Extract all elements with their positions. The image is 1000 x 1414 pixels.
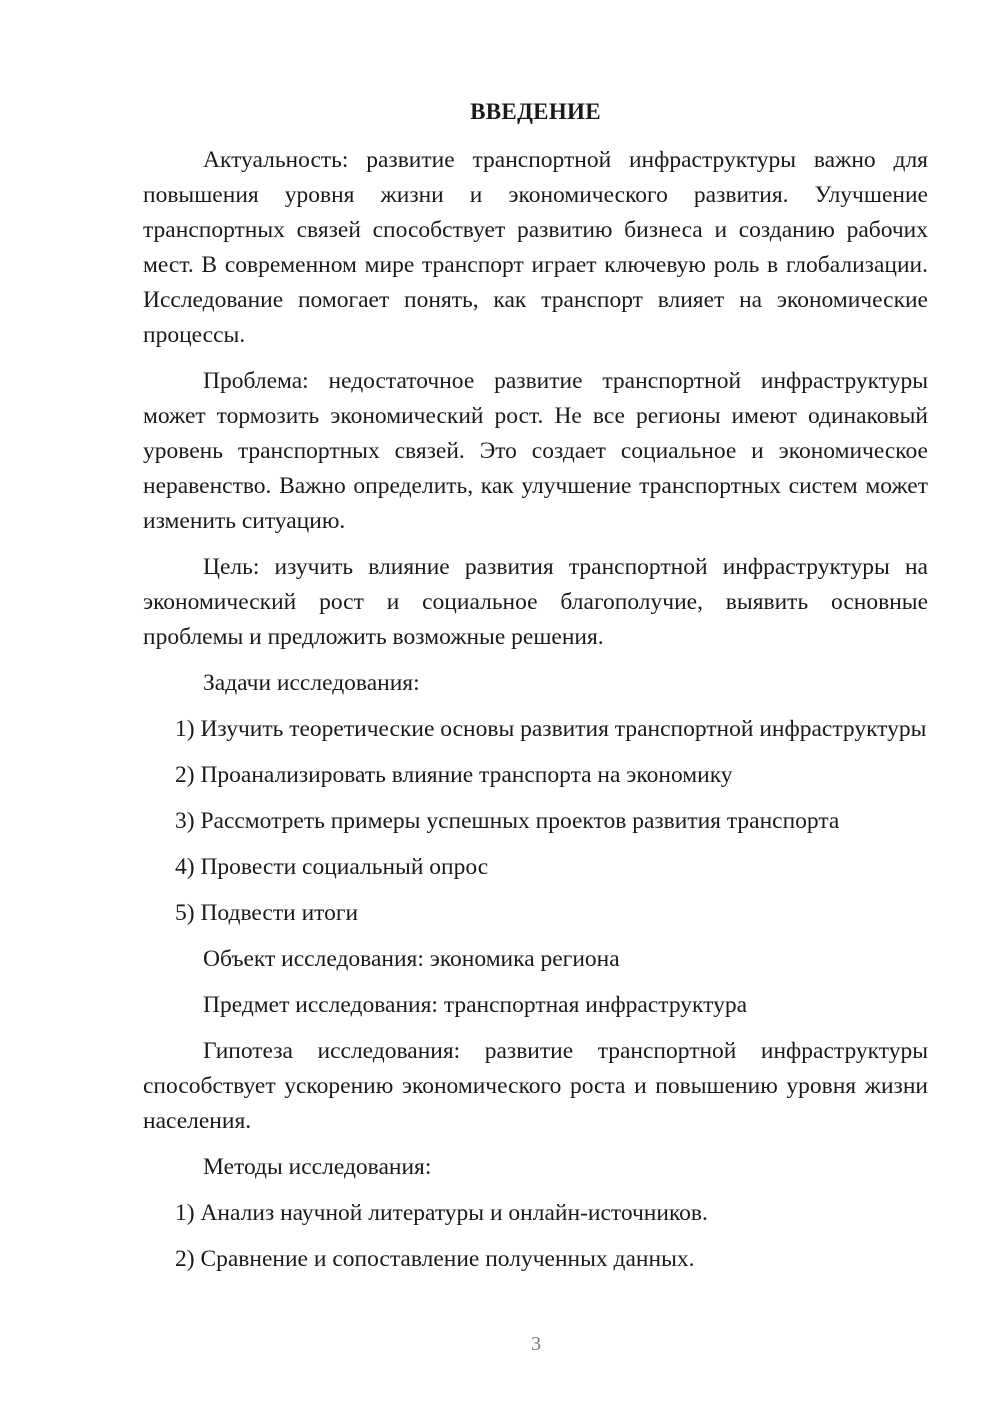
list-item: 5) Подвести итоги [175, 900, 359, 926]
methods-title: Методы исследования: [203, 1154, 432, 1180]
page-number: 3 [531, 1333, 541, 1355]
relevance-paragraph: Актуальность: развитие транспортной инфраструктуры важно для повышения уровня жизни и экономического развития. Улучшение транспортных связей способствует развитию бизнеса и созданию рабочих мест. В современном мире транспорт играет ключевую роль в глобализации. Исследование помогает понять, как транспорт влияет на экономические процессы. [143, 147, 928, 348]
list-item: 1) Анализ научной литературы и онлайн-источников. [175, 1200, 708, 1226]
list-item: 1) Изучить теоретические основы развития транспортной инфраструктуры [175, 716, 927, 742]
problem-paragraph: Проблема: недостаточное развитие транспортной инфраструктуры может тормозить экономический рост. Не все регионы имеют одинаковый уровень транспортных связей. Это создает социальное и экономическое неравенство. Важно определить, как улучшение транспортных систем может изменить ситуацию. [143, 368, 928, 534]
list-item: 4) Провести социальный опрос [175, 854, 489, 880]
research-subject: Предмет исследования: транспортная инфраструктура [203, 992, 748, 1018]
tasks-list [143, 712, 928, 931]
methods-list [143, 1196, 928, 1277]
list-item: 3) Рассмотреть примеры успешных проектов развития транспорта [175, 808, 840, 834]
research-object: Объект исследования: экономика региона [203, 946, 620, 972]
document-body [143, 94, 928, 1288]
tasks-title: Задачи исследования: [203, 670, 420, 696]
hypothesis-paragraph: Гипотеза исследования: развитие транспортной инфраструктуры способствует ускорению экономического роста и повышению уровня жизни населения. [143, 1038, 928, 1134]
page-title: ВВЕДЕНИЕ [470, 99, 601, 124]
list-item: 2) Проанализировать влияние транспорта на экономику [175, 762, 733, 788]
list-item: 2) Сравнение и сопоставление полученных данных. [175, 1246, 695, 1272]
goal-paragraph: Цель: изучить влияние развития транспортной инфраструктуры на экономический рост и социальное благополучие, выявить основные проблемы и предложить возможные решения. [143, 554, 928, 650]
